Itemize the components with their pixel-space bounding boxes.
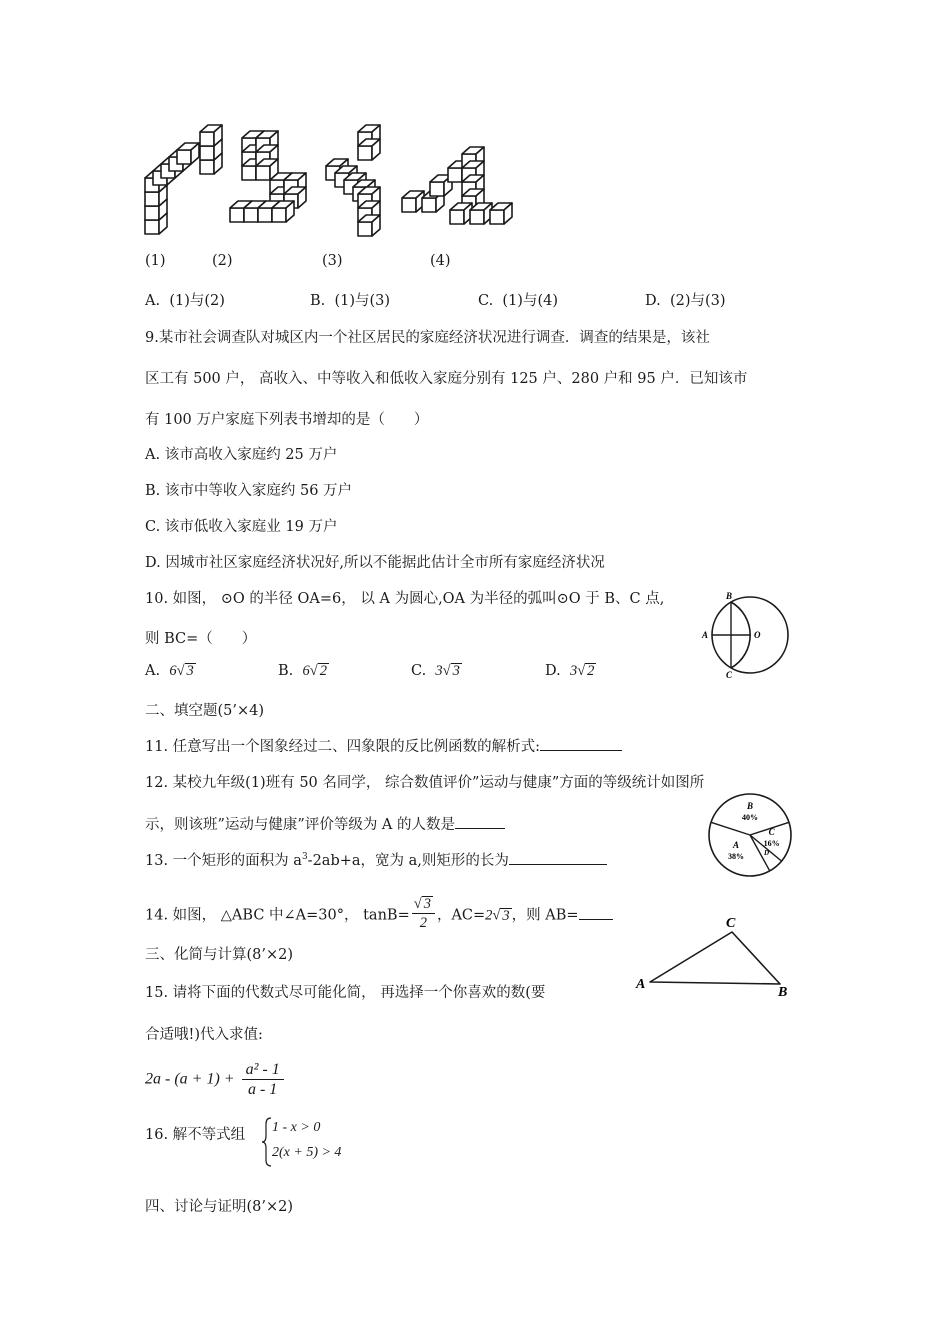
pie-category-label-c: C: [768, 827, 775, 838]
pie-value-label-a: 38%: [727, 851, 744, 861]
circle-figure: [700, 590, 800, 682]
q9-stem-line1: 9.某市社会调查队对城区内一个社区居民的家庭经济状况进行调查．调查的结果是，该社: [145, 330, 710, 346]
fig1-cube: [177, 143, 199, 164]
fig3-cube: [358, 215, 380, 236]
section-3-heading: 三、化简与计算(8’×2): [145, 947, 294, 963]
fig1-cube: [200, 125, 222, 146]
q15-line2: 合适哦!)代入求值:: [145, 1027, 263, 1043]
q10-option-c[interactable]: C. 3√ 3: [411, 663, 460, 679]
label-c: C: [726, 670, 733, 680]
pie-value-label-b: 40%: [742, 813, 758, 822]
fig2-cube: [272, 201, 294, 222]
figure-label-3: (3): [322, 253, 343, 269]
fig4-cube: [402, 191, 424, 212]
label-o: O: [754, 630, 761, 640]
pie-chart: [700, 790, 800, 880]
q10-stem-line2: 则 BC=（ ）: [145, 631, 257, 647]
q8-option-b[interactable]: B. (1)与(3): [310, 293, 391, 309]
q9-stem-line3: 有 100 万户家庭下列表书增却的是（ ）: [145, 412, 429, 428]
q8-option-c[interactable]: C. (1)与(4): [478, 293, 558, 309]
q12-line1: 12. 某校九年级(1)班有 50 名同学， 综合数值评价”运动与健康”方面的等级统计如图所: [145, 775, 705, 791]
q14-tanb-fraction: $\frac{√ 3}{2}$: [412, 895, 435, 932]
pie-slice-boundary-b: [711, 822, 750, 835]
triangle-abc: [650, 932, 780, 984]
label-a: A: [702, 630, 709, 640]
q16-label: 16. 解不等式组: [145, 1127, 246, 1143]
q8-option-d[interactable]: D. (2)与(3): [645, 293, 726, 309]
q10-option-a[interactable]: A. 6√ 3: [145, 663, 194, 679]
fig4-cube: [490, 203, 512, 224]
q15-fraction: $\frac{\text{a² - 1}}{a - 1}$: [242, 1060, 284, 1099]
q12-answer-blank[interactable]: [455, 814, 505, 829]
label-c: C: [726, 916, 736, 931]
q9-option-c[interactable]: C. 该市低收入家庭业 19 万户: [145, 519, 338, 535]
q16-inequality-2: 2(x + 5) > 4: [272, 1145, 342, 1160]
q9-stem-line2: 区工有 500 户， 高收入、中等收入和低收入家庭分别有 125 户、280 户和 95 户．已知该市: [145, 371, 748, 387]
q9-option-d[interactable]: D. 因城市社区家庭经济状况好,所以不能据此估计全市所有家庭经济状况: [145, 555, 605, 571]
q10-option-d[interactable]: D. 3√ 2: [545, 663, 595, 679]
pie-category-label-d: D: [764, 849, 770, 858]
system-brace: [262, 1116, 272, 1168]
pie-category-label-a: A: [732, 839, 739, 850]
q15-line1: 15. 请将下面的代数式尽可能化简， 再选择一个你喜欢的数(要: [145, 985, 546, 1001]
section-2-heading: 二、填空题(5’×4): [145, 703, 265, 719]
label-b: B: [778, 985, 788, 1000]
cube-figures: [130, 120, 530, 245]
label-b: B: [726, 591, 733, 601]
pie-value-label-c: 16%: [763, 839, 780, 849]
q8-option-a[interactable]: A. (1)与(2): [145, 293, 225, 309]
q16-inequality-1: 1 - x > 0: [272, 1120, 321, 1135]
q10-stem-line1: 10. 如图， ⊙O 的半径 OA=6， 以 A 为圆心,OA 为半径的弧叫⊙O 于 B、C 点,: [145, 591, 665, 607]
label-a: A: [636, 977, 646, 992]
q13-answer-blank[interactable]: [509, 850, 607, 865]
triangle-figure: [634, 912, 794, 1002]
q9-option-b[interactable]: B. 该市中等收入家庭约 56 万户: [145, 483, 353, 499]
pie-category-label-b: B: [746, 801, 754, 811]
figure-label-1: (1): [145, 253, 166, 269]
section-4-heading: 四、讨论与证明(8’×2): [145, 1199, 294, 1215]
q11-answer-blank[interactable]: [540, 736, 622, 751]
figure-label-2: (2): [212, 253, 233, 269]
fig4-cube: [470, 203, 492, 224]
q9-option-a[interactable]: A. 该市高收入家庭约 25 万户: [145, 447, 338, 463]
q13-text: 13. 一个矩形的面积为 $a^3-2ab+a$，宽为 a,则矩形的长为: [145, 849, 607, 870]
fig3-cube: [358, 139, 380, 160]
figure-label-4: (4): [430, 253, 451, 269]
q12-line2: 示，则该班”运动与健康”评价等级为 A 的人数是: [145, 813, 505, 834]
q10-option-b[interactable]: B. 6√ 2: [278, 663, 327, 679]
q11-text: 11. 任意写出一个图象经过二、四象限的反比例函数的解析式:: [145, 735, 622, 756]
q14-answer-blank[interactable]: [579, 905, 613, 920]
fig4-cube: [450, 203, 472, 224]
q14-text: 14. 如图， △ABC 中∠A=30°， tanB= $\frac{√ 3}{2}$ ，AC=2√ 3 ，则 AB=: [145, 897, 613, 934]
q15-expression: 2a - (a + 1) + $\frac{\text{a² - 1}}{a - 1}$: [145, 1060, 284, 1099]
